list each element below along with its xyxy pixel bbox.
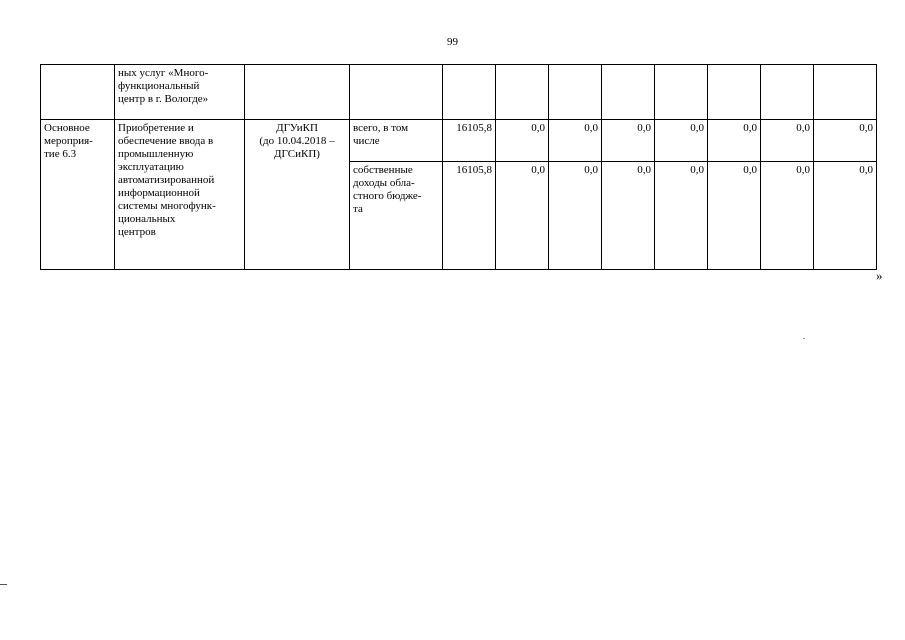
continuation-row <box>41 65 877 120</box>
funding-source-cell: собственные доходы обла- стного бюдже- та <box>350 162 443 270</box>
value-cell: 0,0 <box>761 120 814 162</box>
continuation-value-cell <box>655 65 708 120</box>
table-row <box>41 120 877 162</box>
page-number: 99 <box>447 36 458 48</box>
continuation-value-cell <box>443 65 496 120</box>
value-cell: 0,0 <box>655 162 708 270</box>
continuation-code-cell <box>41 65 115 120</box>
continuation-value-cell <box>761 65 814 120</box>
continuation-value-cell <box>602 65 655 120</box>
budget-table <box>40 64 877 270</box>
event-code-cell: Основное мероприя- тие 6.3 <box>41 120 115 270</box>
continuation-value-cell <box>708 65 761 120</box>
value-cell: 0,0 <box>496 120 549 162</box>
event-name-cell: Приобретение и обеспечение ввода в промышленную эксплуатацию автоматизированной информационной системы многофунк- циональных центров <box>115 120 245 270</box>
value-cell: 0,0 <box>708 162 761 270</box>
value-cell: 0,0 <box>708 120 761 162</box>
value-cell: 0,0 <box>814 120 877 162</box>
continuation-name-cell: ных услуг «Много- функциональный центр в г. Вологде» <box>115 65 245 120</box>
continuation-source-cell <box>350 65 443 120</box>
value-cell: 0,0 <box>814 162 877 270</box>
value-cell: 0,0 <box>602 120 655 162</box>
value-cell: 0,0 <box>655 120 708 162</box>
margin-mark <box>0 584 7 585</box>
continuation-value-cell <box>549 65 602 120</box>
funding-source-cell: всего, в том числе <box>350 120 443 162</box>
value-cell: 0,0 <box>602 162 655 270</box>
margin-mark <box>803 338 805 339</box>
value-cell: 0,0 <box>549 120 602 162</box>
value-cell: 16105,8 <box>443 162 496 270</box>
value-cell: 0,0 <box>549 162 602 270</box>
continuation-value-cell <box>814 65 877 120</box>
value-cell: 0,0 <box>496 162 549 270</box>
continuation-executor-cell <box>245 65 350 120</box>
value-cell: 0,0 <box>761 162 814 270</box>
continuation-value-cell <box>496 65 549 120</box>
value-cell: 16105,8 <box>443 120 496 162</box>
closing-quote: » <box>876 268 883 283</box>
event-executor-cell: ДГУиКП (до 10.04.2018 – ДГСиКП) <box>245 120 350 270</box>
